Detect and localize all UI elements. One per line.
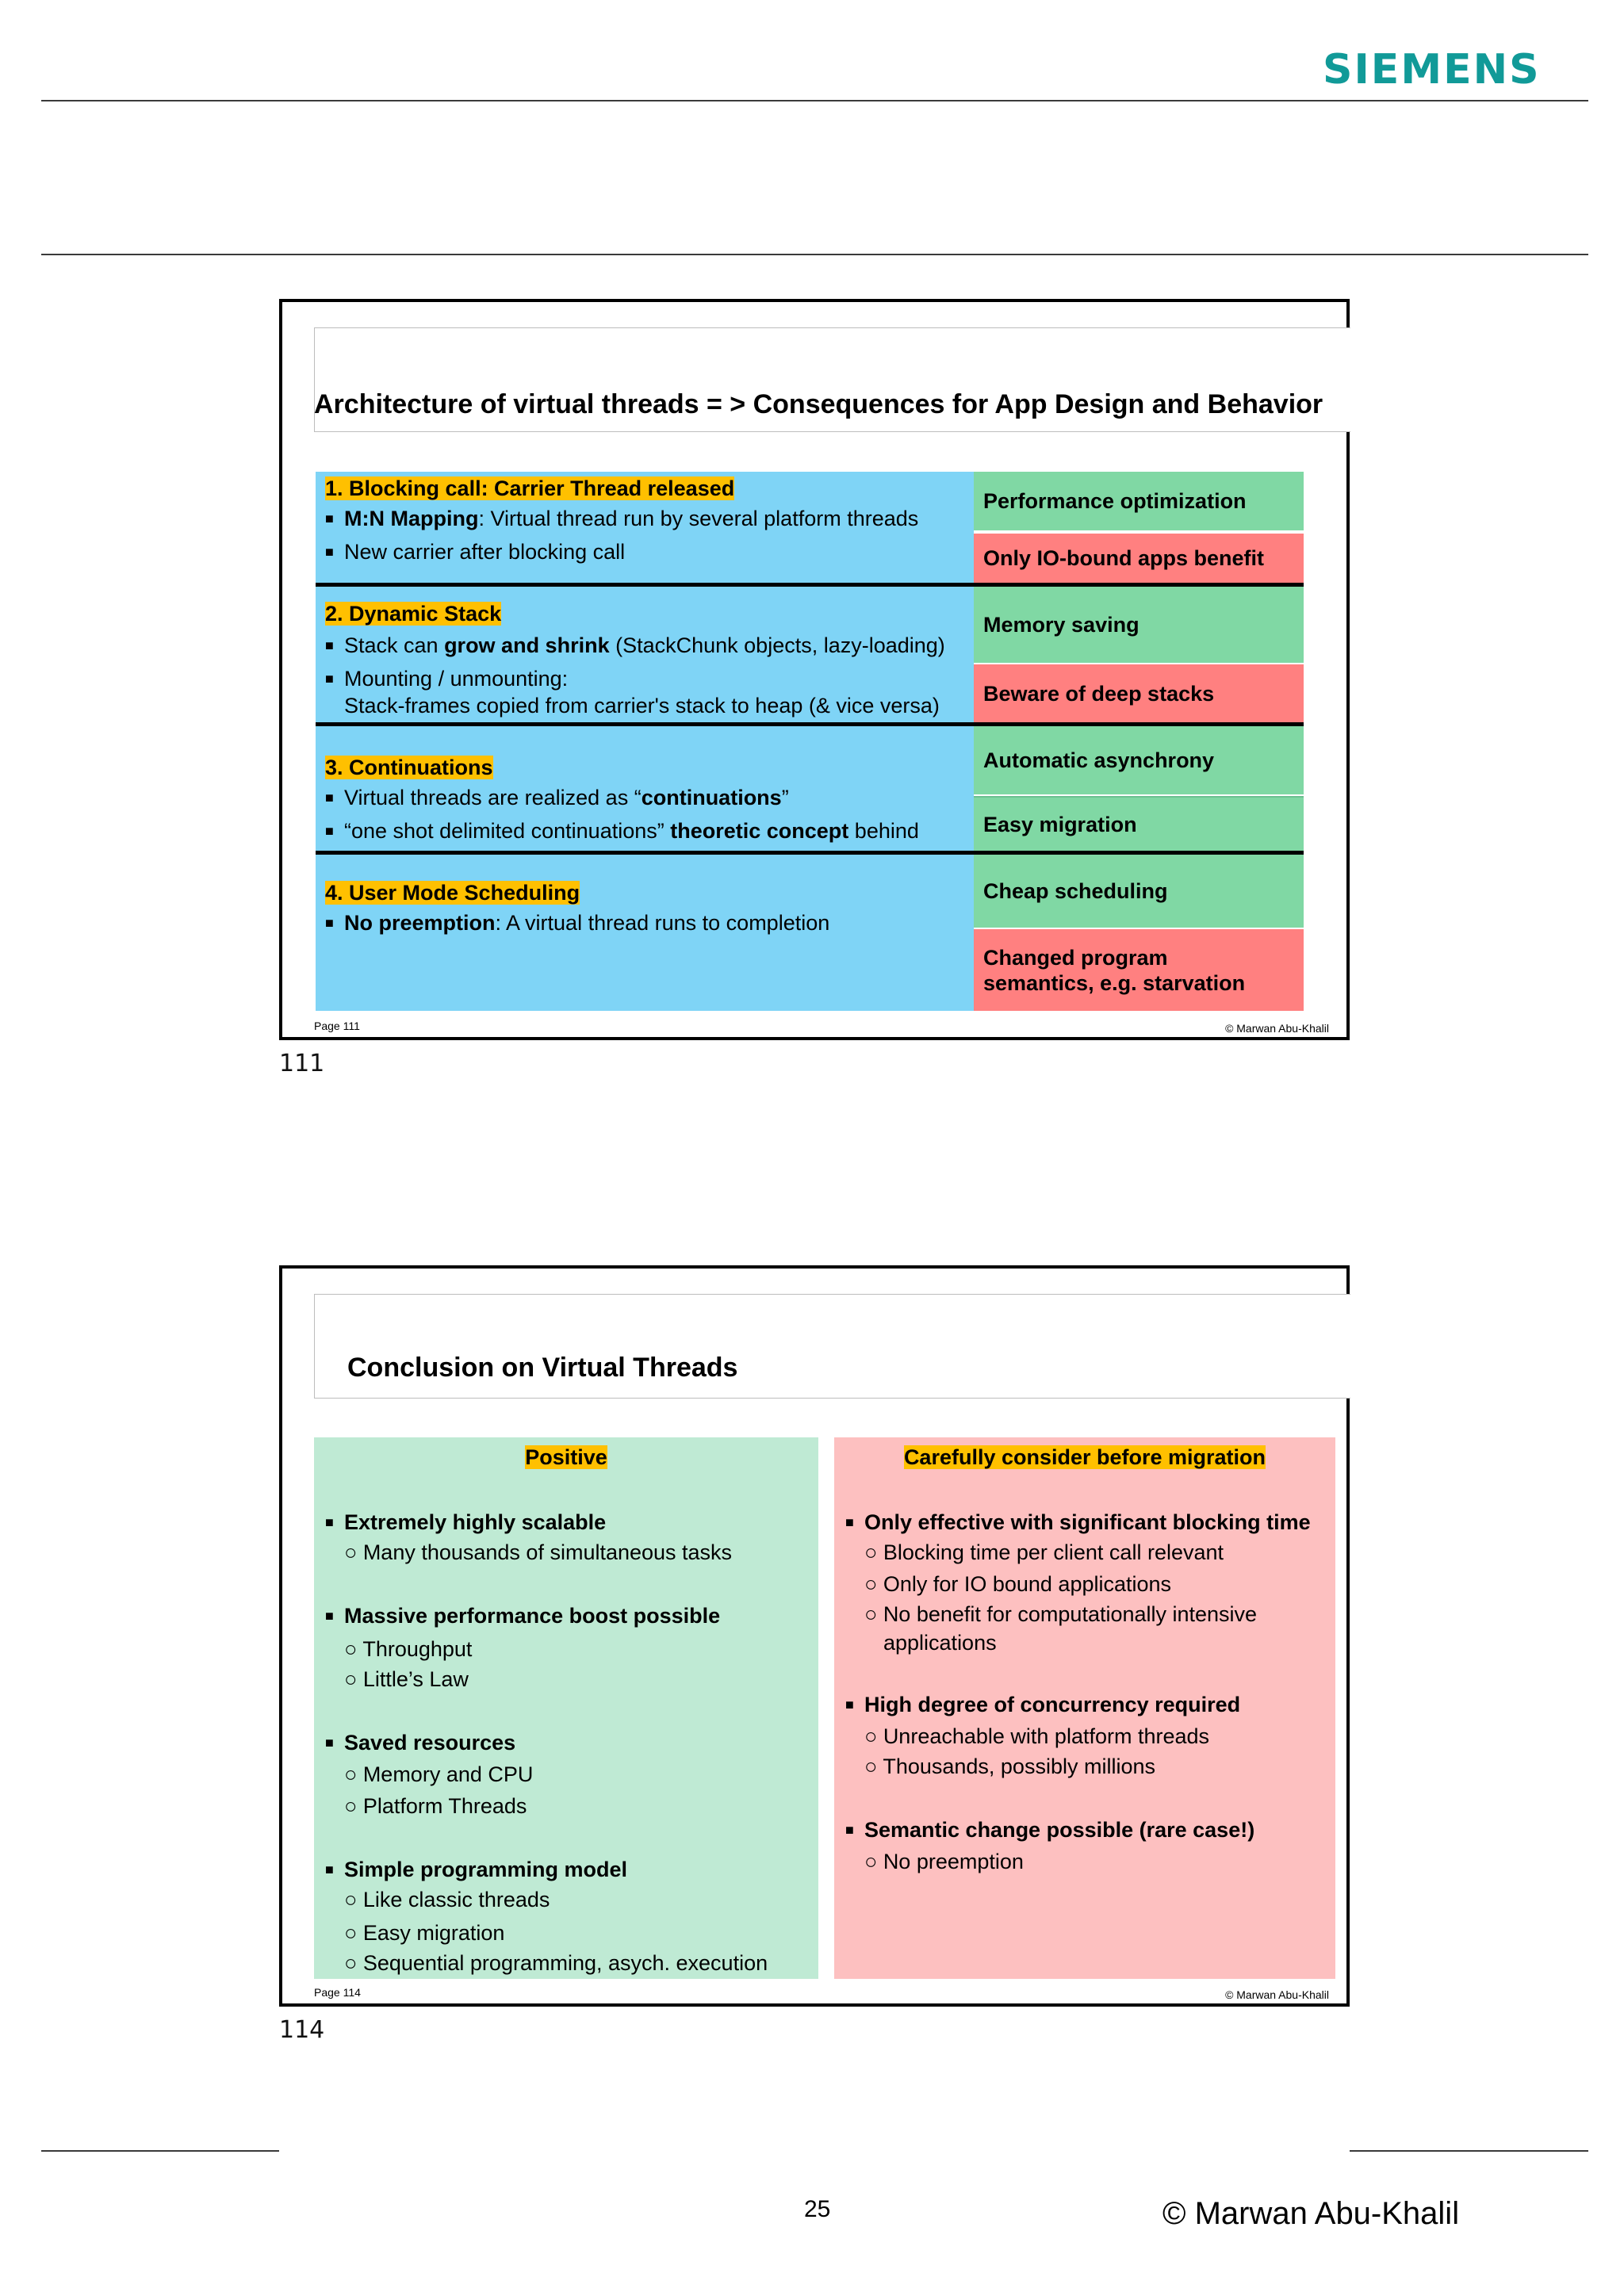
slide-footer-copyright: © Marwan Abu-Khalil (1225, 1988, 1329, 2001)
list-item: ■ Extremely highly scalable (325, 1510, 607, 1534)
positive-panel (314, 1437, 818, 1979)
list-item: ■ High degree of concurrency required (845, 1693, 1241, 1716)
list-item: ○ Only for IO bound applications (864, 1572, 1172, 1596)
list-item: ■ Saved resources (325, 1731, 516, 1755)
list-item: ○ Platform Threads (344, 1794, 527, 1818)
list-item: ■ Semantic change possible (rare case!) (845, 1818, 1255, 1842)
list-item: applications (883, 1631, 997, 1655)
section-heading: 1. Blocking call: Carrier Thread released (325, 476, 735, 500)
slide-footer-page: Page 111 (314, 1020, 360, 1032)
section-heading: 4. User Mode Scheduling (325, 881, 580, 905)
list-item: ○ Little’s Law (344, 1667, 469, 1691)
siemens-logo: SIEMENS (1323, 46, 1541, 94)
list-item: ○ Many thousands of simultaneous tasks (344, 1540, 733, 1564)
slide-114 (279, 1265, 1350, 2007)
slide-title: Architecture of virtual threads = > Consequences for App Design and Behavior (314, 389, 1323, 419)
bullet: ■ No preemption: A virtual thread runs to completion (325, 911, 830, 935)
copyright: © Marwan Abu-Khalil (1162, 2196, 1460, 2231)
consequence-cell: Changed program semantics, e.g. starvation (974, 929, 1304, 1011)
list-item: ■ Massive performance boost possible (325, 1604, 721, 1628)
slide-footer-copyright: © Marwan Abu-Khalil (1225, 1022, 1329, 1035)
header-rule (41, 100, 1588, 101)
bullet: ■ Virtual threads are realized as “continuations” (325, 786, 789, 809)
page-number: 25 (804, 2196, 831, 2222)
header-rule-2 (41, 254, 1588, 255)
list-item: ○ Thousands, possibly millions (864, 1755, 1155, 1778)
list-item: ○ Throughput (344, 1637, 473, 1661)
consequence-cell: Beware of deep stacks (974, 664, 1304, 722)
slide-footer-page: Page 114 (314, 1986, 361, 1999)
bullet: ■ Mounting / unmounting: (325, 667, 569, 691)
list-item: ○ No benefit for computationally intensive (864, 1602, 1258, 1626)
list-item: ○ Memory and CPU (344, 1762, 534, 1786)
consequence-cell: Performance optimization (974, 472, 1304, 530)
consequence-cell: Cheap scheduling (974, 855, 1304, 928)
bullet: ■ New carrier after blocking call (325, 540, 626, 564)
bullet-continuation: Stack-frames copied from carrier's stack to heap (& vice versa) (344, 694, 940, 718)
list-item: ○ Blocking time per client call relevant (864, 1540, 1224, 1564)
list-item: ○ Unreachable with platform threads (864, 1724, 1210, 1748)
slide-page-number: 111 (279, 1050, 325, 1077)
list-item: ○ Like classic threads (344, 1888, 550, 1911)
footer-rule-right (1350, 2150, 1588, 2152)
footer-rule-left (41, 2150, 279, 2152)
consequence-cell: Easy migration (974, 796, 1304, 851)
careful-panel (834, 1437, 1335, 1979)
section-heading: 3. Continuations (325, 756, 493, 779)
panel-heading: Carefully consider before migration (903, 1445, 1266, 1469)
bullet: ■ Stack can grow and shrink (StackChunk objects, lazy-loading) (325, 633, 945, 657)
list-item: ■ Simple programming model (325, 1858, 628, 1881)
panel-heading: Positive (525, 1445, 607, 1469)
consequence-cell: Only IO-bound apps benefit (974, 534, 1304, 583)
section-heading: 2. Dynamic Stack (325, 602, 502, 626)
slide-111 (279, 299, 1350, 1040)
list-item: ■ Only effective with significant blocking time (845, 1510, 1311, 1534)
list-item: ○ Sequential programming, asych. execution (344, 1951, 768, 1975)
slide-title: Conclusion on Virtual Threads (347, 1353, 738, 1383)
bullet: ■ M:N Mapping: Virtual thread run by several platform threads (325, 507, 919, 530)
bullet: ■ “one shot delimited continuations” theoretic concept behind (325, 819, 919, 843)
list-item: ○ No preemption (864, 1850, 1024, 1873)
list-item: ○ Easy migration (344, 1921, 505, 1945)
slide-page-number: 114 (279, 2016, 325, 2044)
consequence-cell: Memory saving (974, 587, 1304, 663)
consequence-cell: Automatic asynchrony (974, 726, 1304, 794)
